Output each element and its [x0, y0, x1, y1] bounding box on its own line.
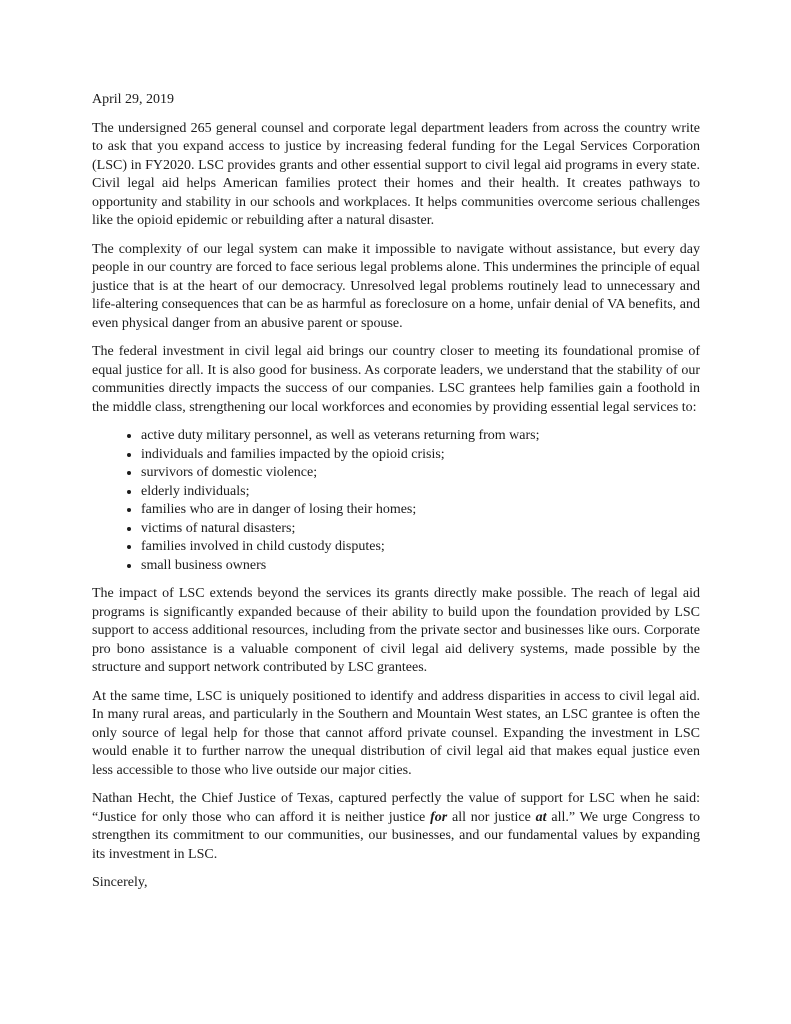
list-item: • survivors of domestic violence;	[141, 464, 700, 483]
paragraph-intro	[92, 120, 700, 231]
letter-closing: Sincerely,	[92, 875, 148, 890]
list-item: • victims of natural disasters;	[141, 520, 700, 539]
list-item: • families who are in danger of losing their homes;	[141, 501, 700, 520]
list-item: • small business owners	[141, 557, 700, 576]
text-segment: The complexity of our legal system can make it impossible to navigate without assistance, but every day people in our country are forced to face serious legal problems alone. This undermines the principle of equal justice that is at the heart of our democracy. Unresolved legal problems routinely lead to unnecessary and life-altering consequences that can be as harmful as foreclosure on a home, unfair denial of VA benefits, and even physical danger from an abusive parent or spouse.	[92, 241, 700, 331]
list-item: • families involved in child custody disputes;	[141, 538, 700, 557]
text-segment: The impact of LSC extends beyond the services its grants directly make possible. The reach of legal aid programs is significantly expanded because of their ability to build upon the foundation provided by LSC support to access additional resources, including from the private sector and businesses like ours. Corporate pro bono assistance is a valuable component of civil legal aid delivery systems, made possible by the structure and support network contributed by LSC grantees.	[92, 586, 700, 675]
services-bullet-list	[92, 427, 700, 575]
letter-date: April 29, 2019	[92, 92, 175, 107]
paragraph-lsc-impact	[92, 585, 700, 678]
text-segment: The federal investment in civil legal aid brings our country closer to meeting its foundational promise of equal justice for all. It is also good for business. As corporate leaders, we understand that the stability of our communities directly impacts the success of our companies. LSC grantees help families gain a foothold in the middle class, strengthening our local workforces and economies by providing essential legal services to:	[92, 344, 700, 415]
paragraph-federal-investment	[92, 343, 700, 417]
list-item: • individuals and families impacted by the opioid crisis;	[141, 446, 700, 465]
list-item: • active duty military personnel, as well as veterans returning from wars;	[141, 427, 700, 446]
list-item: • elderly individuals;	[141, 483, 700, 502]
paragraph-hecht-quote	[92, 790, 700, 864]
text-segment: Nathan Hecht, the Chief Justice of Texas, captured perfectly the value of support for LSC when he said: “Justice for only those who can afford it is neither justice	[92, 791, 700, 825]
text-segment: all.” We urge Congress to strengthen its commitment to our communities, our businesses, and our fundamental values by expanding its investment in LSC.	[92, 809, 701, 862]
text-segment: At the same time, LSC is uniquely positioned to identify and address disparities in access to civil legal aid. In many rural areas, and particularly in the Southern and Mountain West states, an LSC grantee is often the only source of legal help for those that cannot afford private counsel. Expanding the investment in LSC would enable it to further narrow the unequal distribution of civil legal aid that makes equal justice even less accessible to those who live outside our major cities.	[92, 688, 700, 778]
paragraph-legal-system-complexity	[92, 241, 700, 334]
text-segment: at	[535, 809, 547, 825]
text-segment: for	[430, 809, 448, 825]
text-segment: The undersigned 265 general counsel and corporate legal department leaders from across the country write to ask that you expand access to justice by increasing federal funding for the Legal Services Corporation (LSC) in FY2020. LSC provides grants and other essential support to civil legal aid programs in every state. Civil legal aid helps American families protect their homes and their health. It creates pathways to opportunity and stability in our schools and workplaces. It helps communities overcome serious challenges like the opioid epidemic or rebuilding after a natural disaster.	[92, 120, 700, 228]
text-segment: all nor justice	[447, 809, 536, 825]
paragraph-rural-disparities	[92, 688, 700, 781]
